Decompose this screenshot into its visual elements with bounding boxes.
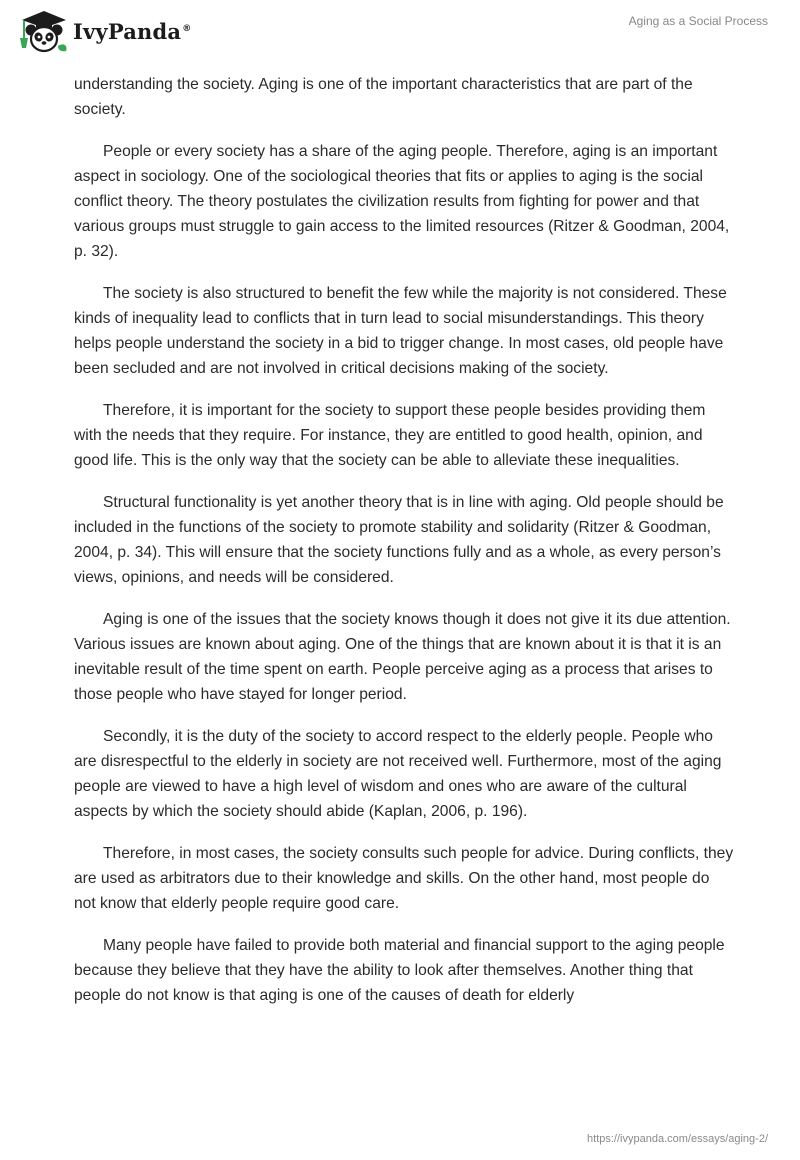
paragraph: Many people have failed to provide both material and financial support to the aging people because they believe that they have the ability to look after themselves. Another thing that people do not know is that aging is one of the causes of death for elderly — [74, 937, 725, 1004]
paragraph: Secondly, it is the duty of the society to accord respect to the elderly people. People who are disrespectful to the elderly in society are not received well. Furthermore, most of the aging people are viewed to have a high level of wisdom and ones who are aware of the cultural aspects by which the society should abide (Kaplan, 2006, p. 196). — [74, 728, 722, 820]
logo-wordmark — [73, 19, 191, 44]
paragraph: The society is also structured to benefit the few while the majority is not considered. These kinds of inequality lead to conflicts that in turn lead to social misunderstandings. This theory helps people understand the society in a bid to trigger change. In most cases, old people have been secluded and are not involved in critical decisions making of the society. — [74, 285, 727, 377]
paragraph: People or every society has a share of the aging people. Therefore, aging is an important aspect in sociology. One of the sociological theories that fits or applies to aging is the social conflict theory. The theory postulates the civilization results from fighting for power and that various groups must struggle to gain access to the limited resources (Ritzer & Goodman, 2004, p. 32). — [74, 143, 730, 260]
paragraph: Aging is one of the issues that the society knows though it does not give it its due attention. Various issues are known about aging. One of the things that are known about it is that it is an inevitable result of the time spent on earth. People perceive aging as a process that arises to those people who have stayed for longer period. — [74, 611, 731, 703]
essay-body — [74, 72, 734, 1025]
paragraph: Therefore, in most cases, the society consults such people for advice. During conflicts, they are used as arbitrators due to their knowledge and skills. On the other hand, most people do not know that elderly people require good care. — [74, 845, 734, 912]
paragraph: Therefore, it is important for the society to support these people besides providing them with the needs that they require. For instance, they are entitled to good health, opinion, and good life. This is the only way that the society can be able to alleviate these inequalities. — [74, 402, 706, 469]
document-title: Aging as a Social Process — [628, 14, 768, 28]
page-header — [0, 0, 800, 70]
source-url[interactable]: https://ivypanda.com/essays/aging-2/ — [587, 1133, 768, 1145]
panda-graduate-icon — [14, 8, 70, 54]
paragraph: Structural functionality is yet another theory that is in line with aging. Old people should be included in the functions of the society to promote stability and solidarity (Ritzer & Goodman, 2004, p. 34). This will ensure that the society functions fully and as a whole, as every person’s views, opinions, and needs will be considered. — [74, 494, 724, 586]
registered-mark: ® — [182, 23, 192, 34]
ivypanda-logo[interactable] — [14, 8, 191, 54]
paragraph: understanding the society. Aging is one of the important characteristics that are part of the society. — [74, 76, 693, 118]
logo-name: IvyPanda — [73, 18, 182, 44]
